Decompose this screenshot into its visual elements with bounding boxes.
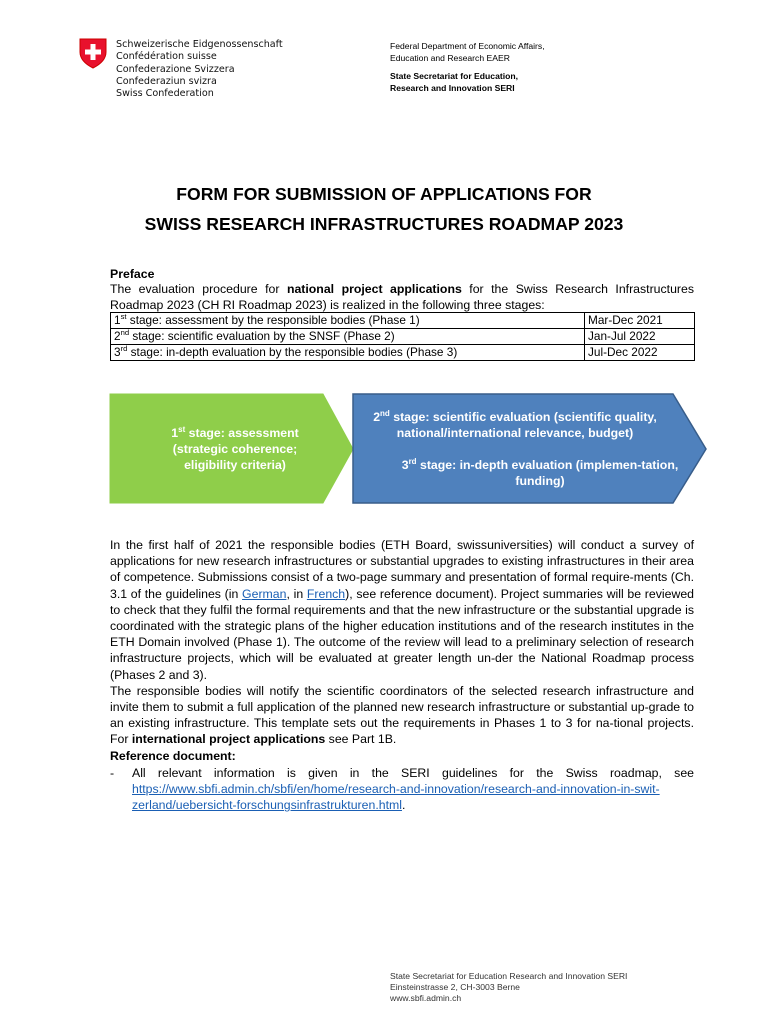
footer-street: Einsteinstrasse 2, CH-3003 Berne — [390, 982, 520, 992]
department-line-1: Federal Department of Economic Affairs, — [390, 41, 545, 51]
secretariat-line-2: Research and Innovation SERI — [390, 83, 515, 93]
footer-website: www.sbfi.admin.ch — [390, 993, 462, 1003]
stage3-ordinal: rd — [408, 456, 417, 466]
confederation-names — [116, 39, 283, 100]
paragraph-notification — [110, 683, 694, 748]
stage-num: 3 — [114, 345, 121, 359]
paragraph-text: ), see reference document). Project summaries will be reviewed to check that they fulfil the formal requirements and that the new infrastructure or the substantial upgrade is coordinated with the strategic plans of the higher education institutions and of the research institutes in the ETH Domain involved (Phase 1). The outcome of the review will lead to a preliminary selection of research infrastructure projects, which will be evaluated at greater length un-der the National Roadmap process (Phases 2 and 3). — [110, 586, 694, 682]
stage-date: Mar-Dec 2021 — [585, 313, 695, 329]
stage-date: Jan-Jul 2022 — [585, 329, 695, 345]
stage-desc: stage: in-depth evaluation by the responsible bodies (Phase 3) — [127, 345, 458, 359]
french-guidelines-link[interactable]: French — [306, 586, 346, 601]
stage3-label — [390, 457, 690, 489]
table-row — [111, 329, 695, 345]
department-name — [390, 40, 545, 64]
stage1-label — [160, 425, 310, 474]
preface-heading: Preface — [110, 267, 155, 281]
list-dash: - — [110, 766, 115, 780]
footer-org: State Secretariat for Education Research and Innovation SERI — [390, 971, 628, 981]
paragraph-text: , in — [286, 586, 307, 601]
preface-intro-text-end: for the Swiss Research Infrastructures Roadmap 2023 (CH RI Roadmap 2023) is realized in the following three stages: — [110, 282, 695, 313]
reference-text: All relevant information is given in the SERI guidelines for the Swiss roadmap, see — [132, 766, 694, 780]
footer-address — [390, 971, 627, 1004]
stage2-ordinal: nd — [380, 408, 390, 418]
conf-name-rm: Confederaziun svizra — [116, 75, 217, 87]
secretariat-line-1: State Secretariat for Education, — [390, 71, 518, 81]
stage-ordinal: nd — [120, 328, 130, 338]
stage-desc: stage: scientific evaluation by the SNSF (Phase 2) — [129, 329, 395, 343]
reference-heading-text: Reference document: — [110, 748, 236, 763]
conf-name-de: Schweizerische Eidgenossenschaft — [116, 39, 283, 50]
stage-num: 1 — [114, 313, 121, 327]
conf-name-fr: Confédération suisse — [116, 51, 217, 63]
paragraph-bold: international project applications — [131, 732, 326, 747]
conf-name-en: Swiss Confederation — [116, 88, 214, 100]
stage1-text: stage: assessment (strategic coherence; eligibility criteria) — [172, 426, 299, 473]
preface-intro — [110, 281, 694, 313]
table-row — [111, 345, 695, 361]
stage1-ordinal: st — [178, 424, 186, 434]
stage-ordinal: rd — [120, 344, 128, 354]
secretariat-name — [390, 70, 518, 94]
table-row — [111, 313, 695, 329]
paragraph-text: The responsible bodies will notify the scientific coordinators of the selected research infrastructure and invite them to submit a full application of the planned new research infrastructure or substantial up-grade to an existing infrastructure. This template sets out the requirements in Phases 1 to 3 for na-tional projects. For — [110, 683, 694, 747]
stages-table — [110, 312, 695, 361]
stage2-label — [355, 409, 675, 441]
reference-heading — [110, 748, 694, 764]
paragraph-text: see Part 1B. — [325, 732, 397, 747]
stage2-num: 2 — [373, 410, 381, 424]
stage3-text: stage: in-depth evaluation (implemen-tation, funding) — [416, 458, 679, 489]
paragraph-survey — [110, 537, 694, 683]
conf-name-it: Confederazione Svizzera — [116, 63, 235, 75]
stage-cell — [111, 345, 585, 361]
preface-intro-text: The evaluation procedure for — [110, 282, 287, 296]
stage3-num: 3 — [401, 458, 409, 472]
stage1-num: 1 — [171, 426, 179, 440]
stage2-text: stage: scientific evaluation (scientific quality, national/international relevance, budget) — [389, 410, 657, 441]
reference-content — [132, 765, 694, 814]
stage-num: 2 — [114, 329, 121, 343]
document-title — [0, 179, 768, 239]
preface-intro-bold: national project applications — [286, 282, 462, 296]
reference-end: . — [401, 798, 406, 813]
title-line-1: FORM FOR SUBMISSION OF APPLICATIONS FOR — [176, 184, 592, 204]
seri-guidelines-link[interactable]: https://www.sbfi.admin.ch/sbfi/en/home/research-and-innovation/research-and-innovation-in-swit-zerland/uebersicht-forschungsinfrastrukturen.html — [132, 782, 660, 813]
title-line-2: SWISS RESEARCH INFRASTRUCTURES ROADMAP 2023 — [144, 214, 624, 234]
stage-cell — [111, 313, 585, 329]
swiss-coat-of-arms-icon — [79, 38, 107, 69]
german-guidelines-link[interactable]: German — [242, 586, 287, 601]
stage-date: Jul-Dec 2022 — [585, 345, 695, 361]
stage-cell — [111, 329, 585, 345]
stage-desc: stage: assessment by the responsible bodies (Phase 1) — [126, 313, 420, 327]
stage-ordinal: st — [120, 312, 127, 322]
main-body — [110, 537, 694, 764]
paragraph-text: In the first half of 2021 the responsible bodies (ETH Board, swissuniversities) will conduct a survey of applications for new research infrastructures or substantial upgrades to existing infrastructures in their area of competence. Submissions consist of a two-page summary and presentation of formal require-ments (Ch. 3.1 of the guidelines (in — [110, 538, 694, 601]
department-line-2: Education and Research EAER — [390, 53, 510, 63]
